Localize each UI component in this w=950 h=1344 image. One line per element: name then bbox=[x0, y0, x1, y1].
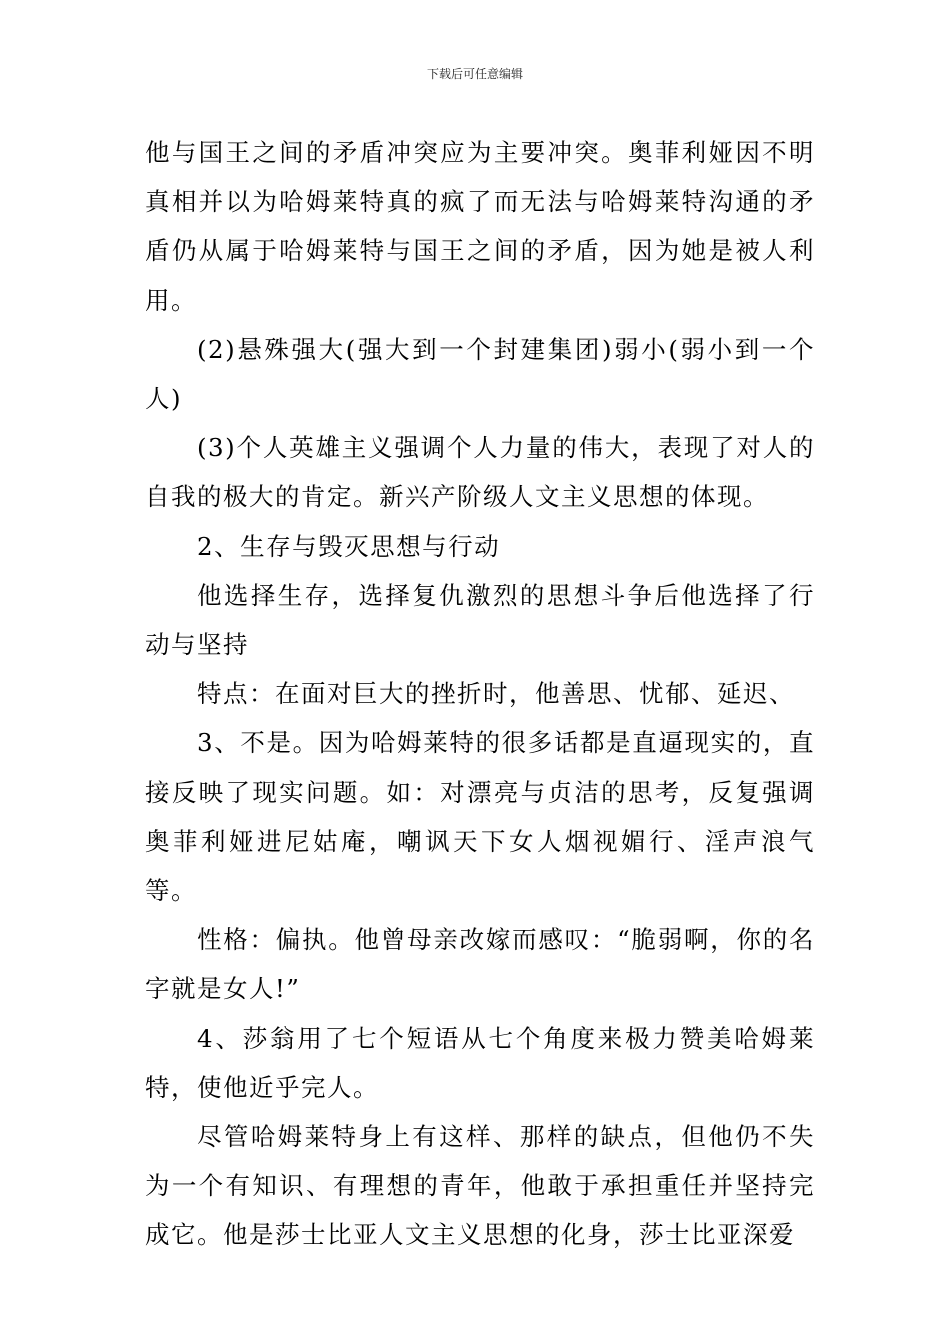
paragraph-2: (2)悬殊强大(强大到一个封建集团)弱小(弱小到一个人) bbox=[145, 334, 815, 414]
paragraph-9: 4、莎翁用了七个短语从七个角度来极力赞美哈姆莱特，使他近乎完人。 bbox=[145, 1023, 815, 1102]
paragraph-5: 他选择生存，选择复仇激烈的思想斗争后他选择了行动与坚持 bbox=[145, 580, 815, 660]
paragraph-8: 性格：偏执。他曾母亲改嫁而感叹：“脆弱啊，你的名字就是女人!” bbox=[145, 925, 815, 1004]
paragraph-1: 他与国王之间的矛盾冲突应为主要冲突。奥菲利娅因不明真相并以为哈姆莱特真的疯了而无法与哈姆莱特沟通的矛盾仍从属于哈姆莱特与国王之间的矛盾，因为她是被人利用。 bbox=[145, 138, 815, 315]
document-body bbox=[145, 128, 815, 1260]
paragraph-3: (3)个人英雄主义强调个人力量的伟大，表现了对人的自我的极大的肯定。新兴产阶级人文主义思想的体现。 bbox=[145, 433, 815, 512]
paragraph-7: 3、不是。因为哈姆莱特的很多话都是直逼现实的，直接反映了现实问题。如：对漂亮与贞洁的思考，反复强调奥菲利娅进尼姑庵，嘲讽天下女人烟视媚行、淫声浪气等。 bbox=[145, 728, 815, 906]
paragraph-10: 尽管哈姆莱特身上有这样、那样的缺点，但他仍不失为一个有知识、有理想的青年，他敢于承担重任并坚持完成它。他是莎士比亚人文主义思想的化身，莎士比亚深爱 bbox=[145, 1122, 815, 1250]
paragraph-4: 2、生存与毁灭思想与行动 bbox=[197, 531, 501, 561]
page-header: 下载后可任意编辑 bbox=[426, 67, 523, 81]
paragraph-6: 特点：在面对巨大的挫折时，他善思、忧郁、延迟、 bbox=[197, 679, 795, 709]
